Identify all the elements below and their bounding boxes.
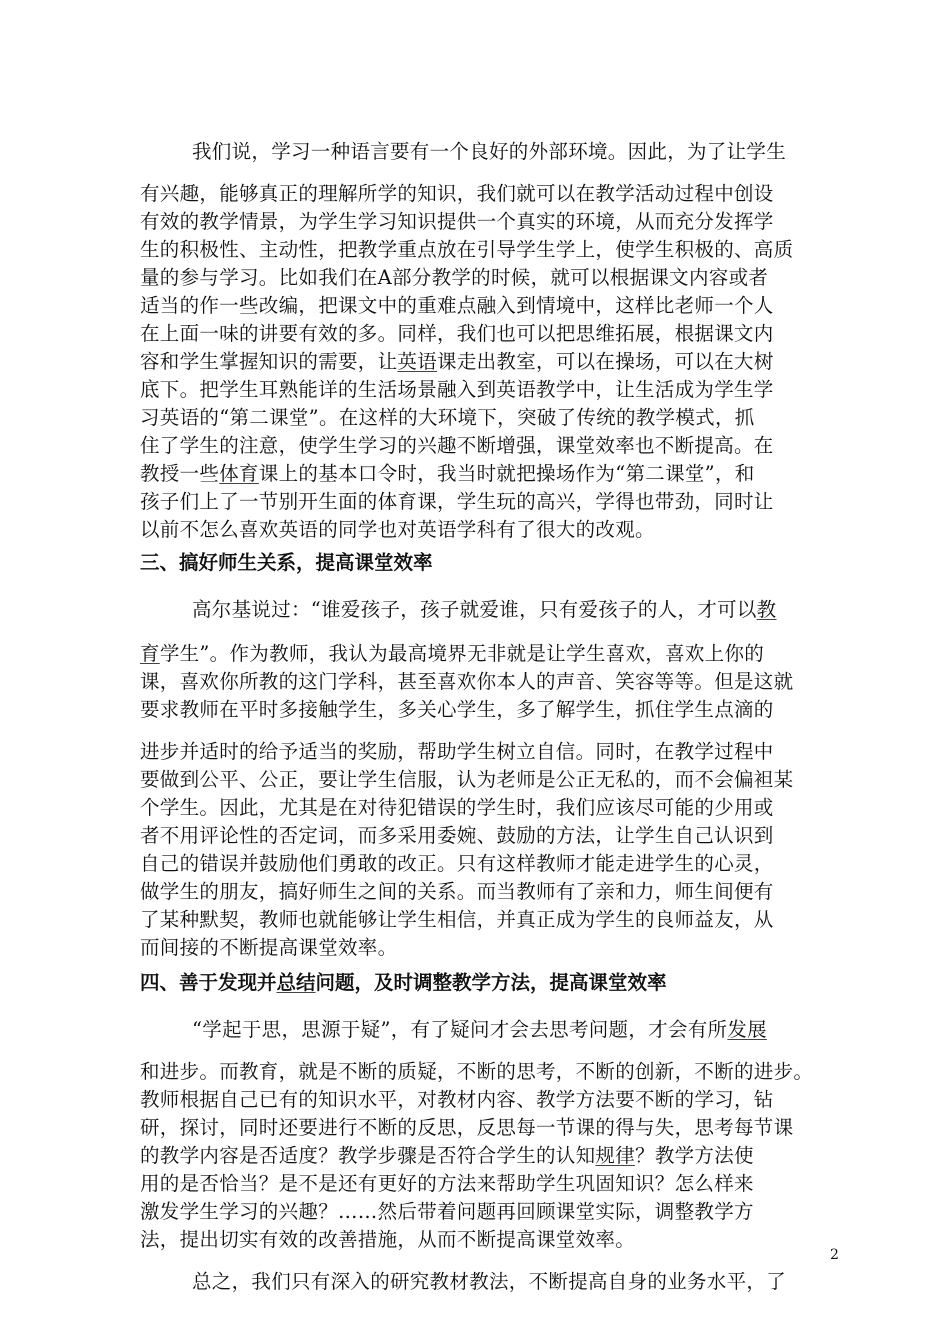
paragraph-2-line: 做学生的朋友，搞好师生之间的关系。而当教师有了亲和力，师生间便有 — [140, 880, 774, 903]
underlined-term: 体育 — [219, 462, 259, 485]
paragraph-2-line: 要做到公平、公正，要让学生信服，认为老师是公正无私的，而不会偏袒某 — [140, 768, 794, 791]
text-run: 高尔基说过：“谁爱孩子，孩子就爱谁，只有爱孩子的人，才可以 — [192, 598, 757, 621]
paragraph-3-line — [192, 1016, 767, 1044]
paragraph-1-line — [140, 348, 835, 376]
paragraph-1-line: 在上面一味的讲要有效的多。同样，我们也可以把思维拓展，根据课文内 — [140, 322, 774, 345]
paragraph-1-line: 有效的教学情景，为学生学习知识提供一个真实的环境，从而充分发挥学 — [140, 210, 774, 233]
paragraph-2-line: 者不用评论性的否定词，而多采用委婉、鼓励的方法，让学生自己认识到 — [140, 824, 774, 847]
underlined-term: 育 — [140, 642, 160, 665]
paragraph-3-line: 激发学生学习的兴趣？……然后带着问题再回顾课堂实际，调整教学方 — [140, 1200, 754, 1223]
underlined-term: 教 — [756, 598, 777, 621]
paragraph-1-line: 底下。把学生耳熟能详的生活场景融入到英语教学中，让生活成为学生学 — [140, 378, 774, 401]
text-run: 容和学生掌握知识的需要，让 — [140, 350, 398, 373]
paragraph-1-line — [140, 460, 835, 488]
paragraph-2-line: 了某种默契，教师也就能够让学生相信，并真正成为学生的良师益友，从 — [140, 908, 774, 931]
text-run: “学起于思，思源于疑”，有了疑问才会去思考问题，才会有所 — [192, 1018, 728, 1041]
paragraph-2-line: 进步并适时的给予适当的奖励，帮助学生树立自信。同时，在教学过程中 — [140, 740, 774, 763]
paragraph-2-line: 要求教师在平时多接触学生，多关心学生，多了解学生，抓住学生点滴的 — [140, 698, 774, 721]
paragraph-1-line: 我们说，学习一种语言要有一个良好的外部环境。因此，为了让学生 — [192, 140, 787, 163]
paragraph-1-line: 习英语的“第二课堂”。在这样的大环境下，突破了传统的教学模式，抓 — [140, 406, 755, 429]
section-heading-4 — [140, 969, 667, 997]
paragraph-1-line: 孩子们上了一节别开生面的体育课，学生玩的高兴，学得也带劲，同时让 — [140, 490, 774, 513]
text-run: 课上的基本口令时，我当时就把操场作为“第二课堂”，和 — [258, 462, 755, 485]
paragraph-2-line: 课，喜欢你所教的这门学科，甚至喜欢你本人的声音、笑容等等。但是这就 — [140, 670, 794, 693]
paragraph-1-line: 适当的作一些改编，把课文中的重难点融入到情境中，这样比老师一个人 — [140, 294, 774, 317]
section-heading-3: 三、搞好师生关系，提高课堂效率 — [140, 551, 433, 574]
text-run: 四、善于发现并 — [140, 971, 277, 994]
text-run: 的教学内容是否适度？教学步骤是否符合学生的认知 — [140, 1144, 596, 1167]
paragraph-3-line: 法，提出切实有效的改善措施，从而不断提高课堂效率。 — [140, 1228, 636, 1251]
page-number: 2 — [830, 1247, 839, 1263]
paragraph-1-line: 以前不怎么喜欢英语的同学也对英语学科有了很大的改观。 — [140, 518, 655, 541]
underlined-term: 规律 — [595, 1144, 636, 1167]
paragraph-1-line: 住了学生的注意，使学生学习的兴趣不断增强，课堂效率也不断提高。在 — [140, 434, 774, 457]
text-run: 学生”。作为教师，我认为最高境界无非就是让学生喜欢，喜欢上你的 — [159, 642, 765, 665]
underlined-term: 英语 — [397, 350, 438, 373]
text-run: 课走出教室，可以在操场，可以在大树 — [437, 350, 774, 373]
paragraph-4-line: 总之，我们只有深入的研究教材教法，不断提高自身的业务水平，了 — [192, 1270, 787, 1293]
paragraph-3-line: 和进步。而教育，就是不断的质疑，不断的思考，不断的创新，不断的进步。 — [140, 1060, 814, 1083]
paragraph-3-line: 教师根据自己已有的知识水平，对教材内容、教学方法要不断的学习，钻 — [140, 1088, 774, 1111]
text-run: ？教学方法使 — [635, 1144, 754, 1167]
text-run: 教授一些 — [140, 462, 220, 485]
paragraph-3-line — [140, 1142, 835, 1170]
paragraph-3-line: 研，探讨，同时还要进行不断的反思，反思每一节课的得与失，思考每节课 — [140, 1116, 794, 1139]
paragraph-2-line — [140, 640, 835, 668]
paragraph-2-line: 自己的错误并鼓励他们勇敢的改正。只有这样教师才能走进学生的心灵， — [140, 852, 774, 875]
underlined-term: 总结 — [276, 971, 316, 994]
underlined-term: 发展 — [727, 1018, 767, 1041]
paragraph-2-line: 而间接的不断提高课堂效率。 — [140, 936, 398, 959]
paragraph-1-line: 量的参与学习。比如我们在A部分教学的时候，就可以根据课文内容或者 — [140, 266, 769, 289]
paragraph-2-line: 个学生。因此，尤其是在对待犯错误的学生时，我们应该尽可能的少用或 — [140, 796, 774, 819]
paragraph-2-line — [192, 596, 776, 624]
text-run: 问题，及时调整教学方法，提高课堂效率 — [315, 971, 667, 994]
paragraph-1-line: 有兴趣，能够真正的理解所学的知识，我们就可以在教学活动过程中创设 — [140, 182, 774, 205]
paragraph-1-line: 生的积极性、主动性，把教学重点放在引导学生学上，使学生积极的、高质 — [140, 238, 794, 261]
paragraph-3-line: 用的是否恰当？是不是还有更好的方法来帮助学生巩固知识？怎么样来 — [140, 1172, 754, 1195]
